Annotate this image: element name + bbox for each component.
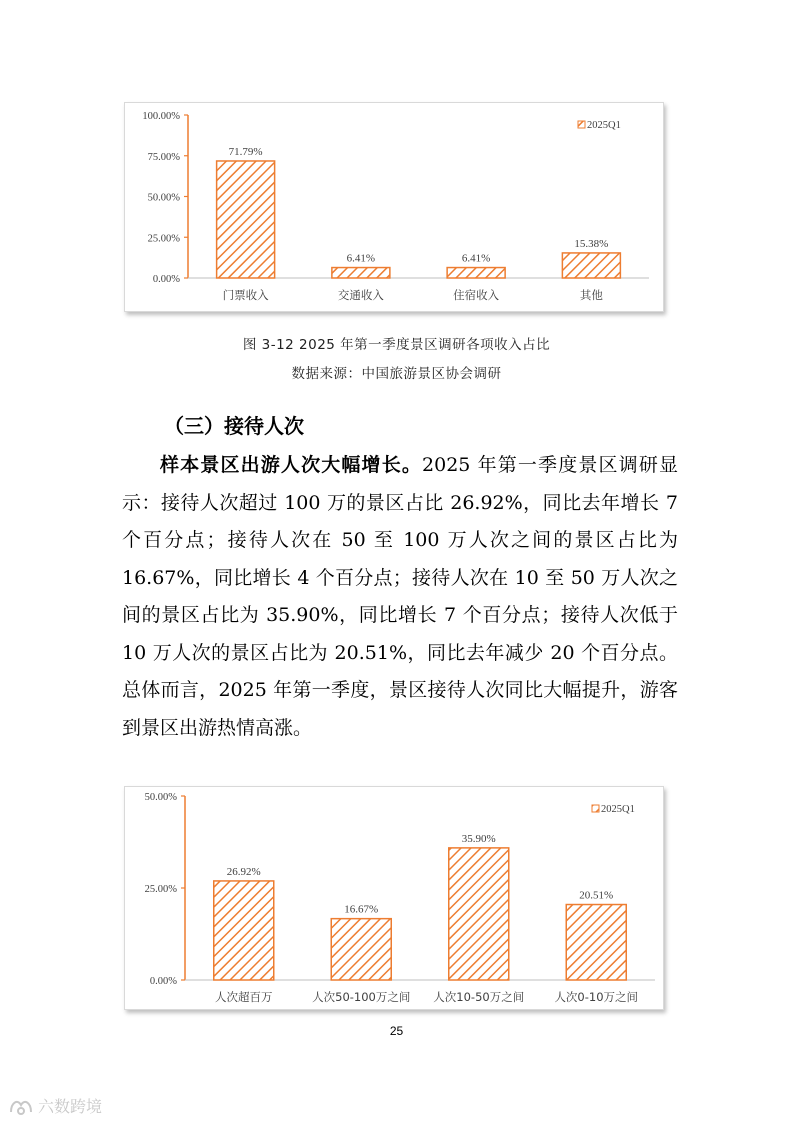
category-label: 交通收入 bbox=[337, 288, 384, 302]
category-label: 门票收入 bbox=[222, 288, 269, 302]
bar bbox=[449, 848, 509, 980]
category-label: 人次超百万 bbox=[215, 990, 273, 1004]
data-label: 6.41% bbox=[346, 252, 376, 265]
y-tick-label: 75.00% bbox=[147, 151, 180, 163]
visitor-volume-chart bbox=[124, 786, 664, 1010]
chart-svg bbox=[125, 103, 663, 311]
bar bbox=[331, 919, 391, 980]
bar bbox=[214, 881, 274, 980]
watermark bbox=[8, 1094, 102, 1117]
data-label: 35.90% bbox=[461, 832, 496, 845]
bar bbox=[217, 161, 275, 278]
page-number: 25 bbox=[389, 1024, 404, 1038]
data-label: 20.51% bbox=[579, 889, 614, 902]
bar bbox=[566, 905, 626, 980]
legend-label: 2025Q1 bbox=[601, 804, 635, 815]
data-label: 26.92% bbox=[226, 865, 261, 878]
data-label: 16.67% bbox=[344, 903, 379, 916]
y-tick-label: 0.00% bbox=[149, 976, 177, 987]
section-heading: （三）接待人次 bbox=[164, 414, 304, 438]
chart-svg bbox=[125, 787, 663, 1009]
y-tick-label: 0.00% bbox=[152, 274, 180, 285]
category-label: 人次10-50万之间 bbox=[433, 990, 525, 1004]
data-label: 15.38% bbox=[574, 237, 609, 250]
y-tick-label: 25.00% bbox=[144, 884, 177, 895]
paragraph-body: 2025 年第一季度景区调研显示：接待人次超过 100 万的景区占比 26.92%，同比去年增长 7 个百分点；接待人次在 50 至 100 万人次之间的景区占比为 16.67%，同比增长 4 个百分点；接待人次在 10 至 50 万人次之间的景区占比为 35.90%，同比增长 7 个百分点；接待人次低于 10 万人次的景区占比为 20.51%，同比去年减少 20 个百分点。总体而言，2025 年第一季度，景区接待人次同比大幅提升，游客到景区出游热情高涨。 bbox=[122, 454, 678, 739]
bar bbox=[447, 268, 505, 278]
data-source-note: 数据来源：中国旅游景区协会调研 bbox=[291, 366, 502, 382]
bar bbox=[332, 268, 390, 278]
revenue-share-chart bbox=[124, 102, 664, 312]
category-label: 其他 bbox=[579, 288, 603, 302]
bar bbox=[562, 253, 620, 278]
watermark-text: 六数跨境 bbox=[38, 1097, 103, 1116]
legend-swatch bbox=[592, 805, 599, 812]
body-paragraph bbox=[122, 447, 678, 747]
category-label: 人次0-10万之间 bbox=[554, 990, 639, 1004]
y-tick-label: 50.00% bbox=[147, 192, 180, 204]
y-tick-label: 50.00% bbox=[144, 792, 177, 803]
paragraph-lead: 样本景区出游人次大幅增长。 bbox=[160, 454, 423, 476]
category-label: 人次50-100万之间 bbox=[312, 990, 411, 1004]
data-label: 71.79% bbox=[228, 145, 263, 158]
data-label: 6.41% bbox=[461, 252, 491, 265]
y-tick-label: 25.00% bbox=[147, 233, 180, 245]
category-label: 住宿收入 bbox=[453, 288, 500, 302]
legend-swatch bbox=[578, 121, 585, 128]
legend-label: 2025Q1 bbox=[587, 120, 621, 131]
brand-logo-icon bbox=[8, 1096, 34, 1116]
figure-caption: 图 3-12 2025 年第一季度景区调研各项收入占比 bbox=[242, 337, 551, 353]
y-tick-label: 100.00% bbox=[142, 111, 180, 122]
